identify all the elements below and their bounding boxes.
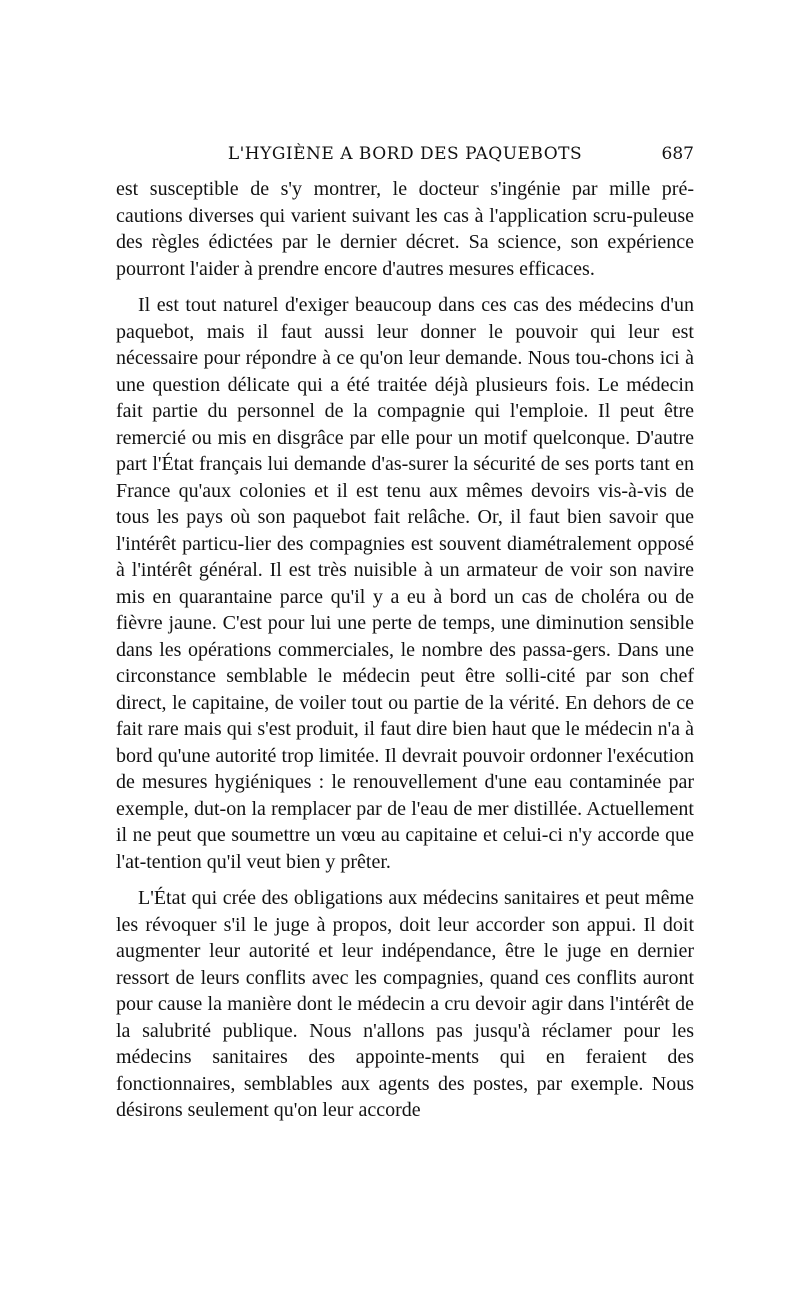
paragraph-state-support: L'État qui crée des obligations aux médecins sanitaires et peut même les révoquer s'il le juge à propos, doit leur accorder son appui. Il doit augmenter leur autorité et leur indépendance, être le juge en dernier ressort de leurs conflits avec les compagnies, quand ces conflits auront pour cause la manière dont le médecin a cru devoir agir dans l'intérêt de la salubrité publique. Nous n'allons pas jusqu'à réclamer pour les médecins sanitaires des appointe-ments qui en feraient des fonctionnaires, semblables aux agents des postes, par exemple. Nous désirons seulement qu'on leur accorde: [116, 887, 694, 1121]
body-text: [116, 176, 694, 1124]
running-title: L'HYGIÈNE A BORD DES PAQUEBOTS: [227, 144, 583, 164]
paragraph-continuation: est susceptible de s'y montrer, le docteur s'ingénie par mille pré-cautions diverses qui varient suivant les cas à l'application scru-puleuse des règles édictées par le dernier décret. Sa science, son expérience pourront l'aider à prendre encore d'autres mesures efficaces.: [116, 178, 694, 280]
page-number: 687: [661, 144, 694, 164]
paragraph-medecin-authority: Il est tout naturel d'exiger beaucoup dans ces cas des médecins d'un paquebot, mais il faut aussi leur donner le pouvoir qui leur est nécessaire pour répondre à ce qu'on leur demande. Nous tou-chons ici à une question délicate qui a été traitée déjà plusieurs fois. Le médecin fait partie du personnel de la compagnie qui l'emploie. Il peut être remercié ou mis en disgrâce par elle pour un motif quelconque. D'autre part l'État français lui demande d'as-surer la sécurité de ses ports tant en France qu'aux colonies et il est tenu aux mêmes devoirs vis-à-vis de tous les pays où son paquebot fait relâche. Or, il faut bien savoir que l'intérêt particu-lier des compagnies est souvent diamétralement opposé à l'intérêt général. Il est très nuisible à un armateur de voir son navire mis en quarantaine parce qu'il y a eu à bord un cas de choléra ou de fièvre jaune. C'est pour lui une perte de temps, une diminution sensible dans les opérations commerciales, le nombre des passa-gers. Dans une circonstance semblable le médecin peut être solli-cité par son chef direct, le capitaine, de voiler tout ou partie de la vérité. En dehors de ce fait rare mais qui s'est produit, il faut dire bien haut que le médecin n'a à bord qu'une autorité trop limitée. Il devrait pouvoir ordonner l'exécution de mesures hygiéniques : le renouvellement d'une eau contaminée par exemple, dut-on la remplacer par de l'eau de mer distillée. Actuellement il ne peut que soumettre un vœu au capitaine et celui-ci n'y accorde que l'at-tention qu'il veut bien y prêter.: [116, 294, 694, 873]
page-header: [116, 140, 694, 170]
